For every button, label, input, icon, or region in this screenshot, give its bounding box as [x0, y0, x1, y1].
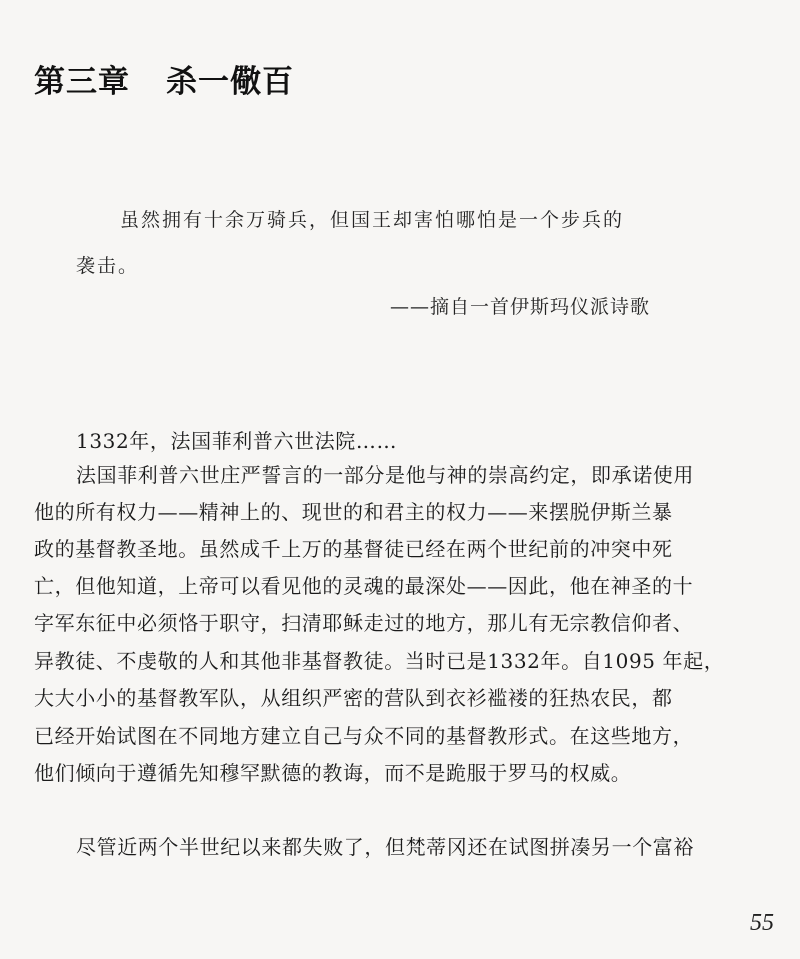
text-line: 法国菲利普六世庄严誓言的一部分是他与神的崇高约定，即承诺使用: [76, 463, 694, 487]
text-line: 他们倾向于遵循先知穆罕默德的教诲，而不是跪服于罗马的权威。: [34, 761, 632, 785]
page-number: 55: [750, 910, 774, 936]
section-intro: 1332年，法国菲利普六世法院……: [76, 429, 398, 453]
chapter-heading: [34, 56, 294, 101]
text-line: 政的基督教圣地。虽然成千上万的基督徒已经在两个世纪前的冲突中死: [34, 537, 673, 561]
text-line: 字军东征中必须恪于职守，扫清耶稣走过的地方，那儿有无宗教信仰者、: [34, 611, 694, 635]
epigraph-line: 袭击。: [76, 255, 140, 277]
chapter-number: 第三章: [34, 64, 130, 100]
text-line: 大大小小的基督教军队，从组织严密的营队到衣衫褴褛的狂热农民，都: [34, 686, 673, 710]
text-line: 已经开始试图在不同地方建立自己与众不同的基督教形式。在这些地方，: [34, 724, 694, 748]
chapter-title: 杀一儆百: [166, 64, 294, 100]
text-line: 他的所有权力——精神上的、现世的和君主的权力——来摆脱伊斯兰暴: [34, 500, 673, 524]
text-line: 异教徒、不虔敬的人和其他非基督教徒。当时已是1332年。自1095 年起，: [34, 649, 725, 673]
text-line: 亡，但他知道，上帝可以看见他的灵魂的最深处——因此，他在神圣的十: [34, 574, 694, 598]
epigraph-line: 虽然拥有十余万骑兵，但国王却害怕哪怕是一个步兵的: [120, 209, 625, 231]
epigraph-source: ——摘自一首伊斯玛仪派诗歌: [390, 296, 651, 318]
text-line: 尽管近两个半世纪以来都失败了，但梵蒂冈还在试图拼凑另一个富裕: [76, 835, 694, 859]
